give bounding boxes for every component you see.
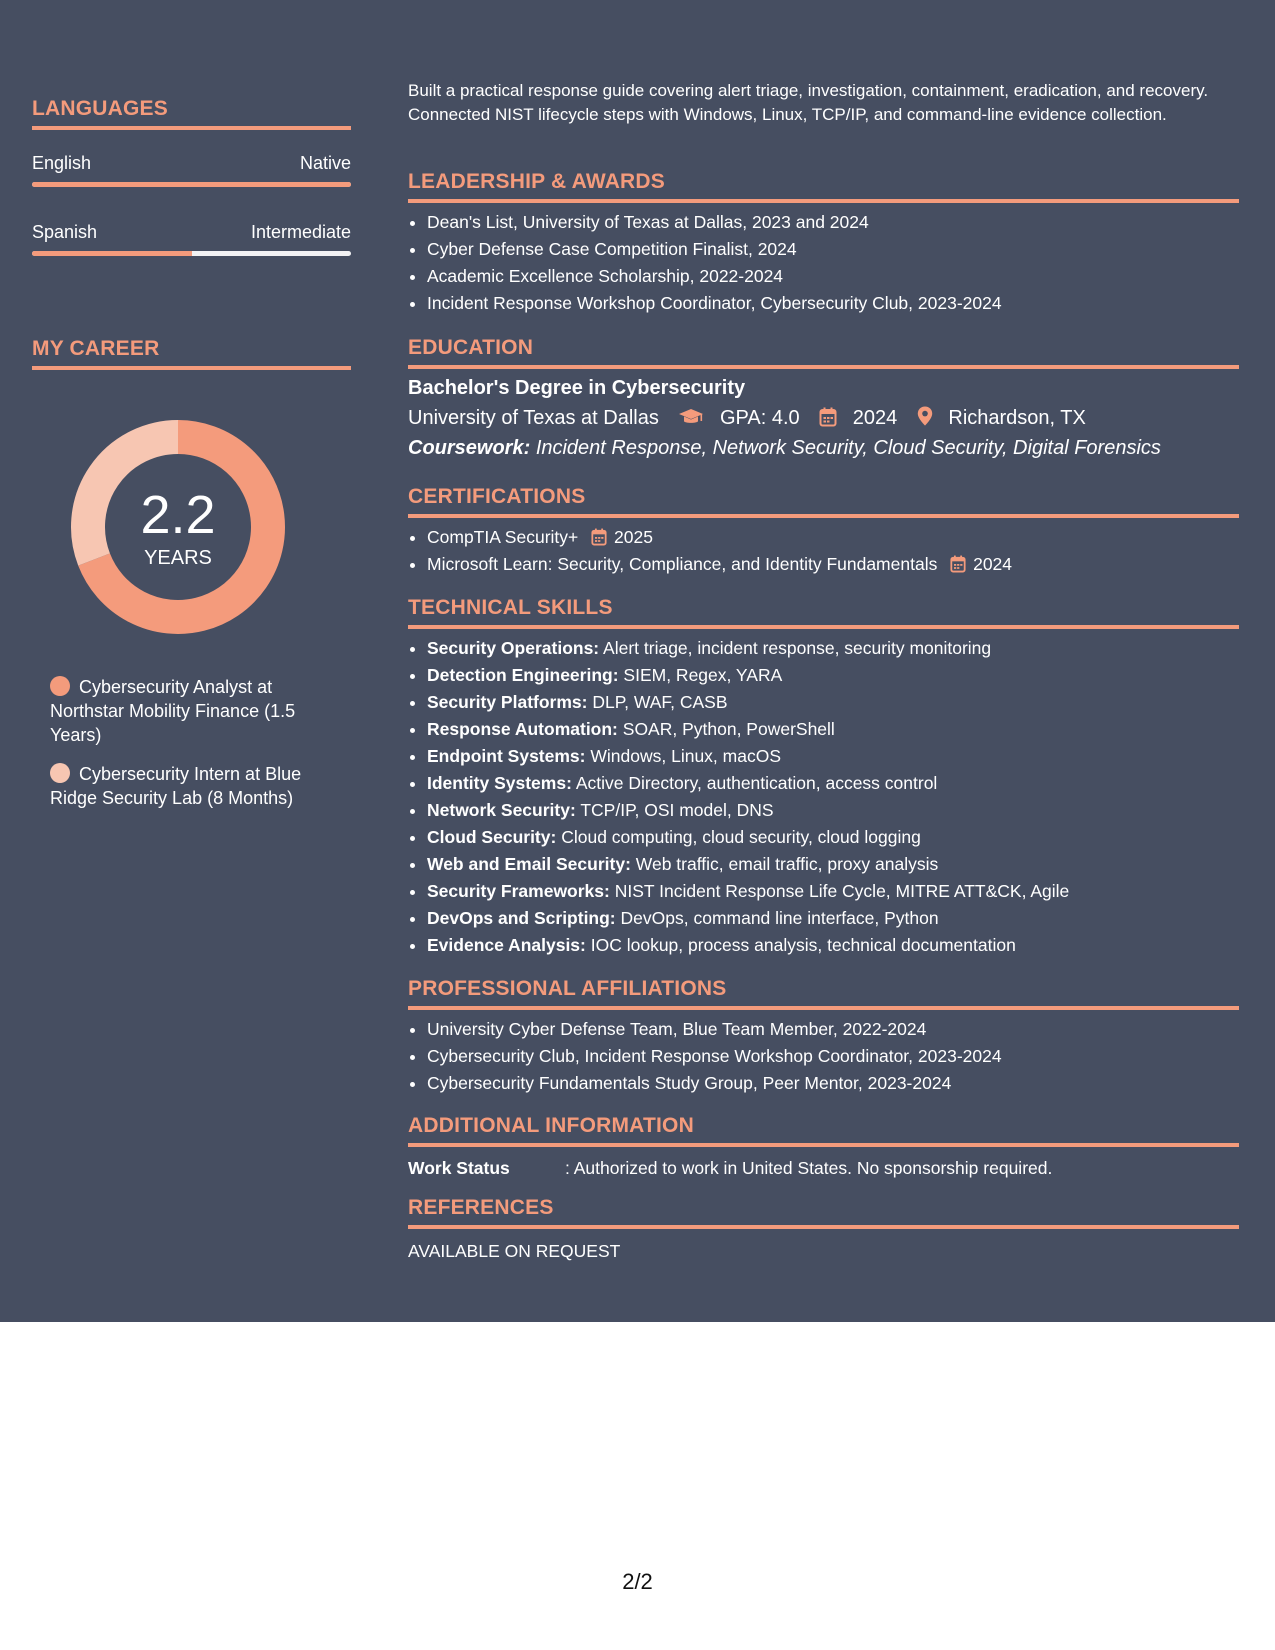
skill-value: DLP, WAF, CASB bbox=[592, 692, 728, 712]
skill-value: Alert triage, incident response, security monitoring bbox=[603, 638, 992, 658]
education-details bbox=[408, 404, 1239, 432]
leadership-list bbox=[408, 209, 1239, 317]
calendar-icon bbox=[819, 407, 843, 429]
language-bar bbox=[32, 251, 351, 256]
skill-label: Endpoint Systems: bbox=[427, 746, 586, 766]
education-school: University of Texas at Dallas bbox=[408, 407, 659, 429]
language-name: Spanish bbox=[32, 222, 98, 242]
skill-item bbox=[427, 716, 1239, 743]
skill-item bbox=[427, 824, 1239, 851]
legend-dot-icon bbox=[50, 676, 70, 696]
work-status-label: Work Status bbox=[408, 1158, 510, 1178]
career-legend-item bbox=[50, 675, 340, 747]
leadership-title: LEADERSHIP & AWARDS bbox=[408, 169, 1239, 203]
skills-title: TECHNICAL SKILLS bbox=[408, 595, 1239, 629]
skill-label: Network Security: bbox=[427, 800, 576, 820]
calendar-icon bbox=[950, 554, 971, 574]
skill-item bbox=[427, 770, 1239, 797]
language-bar-fill bbox=[32, 182, 351, 187]
skill-value: DevOps, command line interface, Python bbox=[620, 908, 939, 928]
list-item: • Academic Excellence Scholarship, 2022-2024 bbox=[427, 263, 1239, 290]
career-legend-label: Cybersecurity Intern at Blue Ridge Security Lab (8 Months) bbox=[50, 764, 302, 808]
education-location: Richardson, TX bbox=[948, 407, 1086, 429]
coursework-list: Incident Response, Network Security, Cloud Security, Digital Forensics bbox=[535, 437, 1161, 459]
affiliations-list bbox=[408, 1016, 1239, 1097]
calendar-icon bbox=[591, 527, 612, 547]
work-status-row bbox=[408, 1156, 1239, 1180]
career-legend-item bbox=[50, 762, 340, 810]
graduation-cap-icon bbox=[678, 407, 710, 429]
skill-value: NIST Incident Response Life Cycle, MITRE ATT&CK, Agile bbox=[614, 881, 1070, 901]
language-name: English bbox=[32, 153, 92, 173]
skill-value: Active Directory, authentication, access control bbox=[575, 773, 938, 793]
skill-item bbox=[427, 905, 1239, 932]
languages-title: LANGUAGES bbox=[32, 96, 351, 130]
career-total-value: 2.2 bbox=[140, 485, 216, 545]
list-item bbox=[427, 524, 1239, 551]
skills-list bbox=[408, 635, 1239, 959]
skill-value: Windows, Linux, macOS bbox=[590, 746, 781, 766]
language-spanish bbox=[32, 221, 351, 256]
list-item bbox=[427, 551, 1239, 578]
language-level: Native bbox=[299, 153, 351, 173]
certification-name: Microsoft Learn: Security, Compliance, and Identity Fundamentals bbox=[427, 554, 938, 574]
list-item: • Cyber Defense Case Competition Finalist, 2024 bbox=[427, 236, 1239, 263]
coursework-label: Coursework: bbox=[408, 437, 531, 459]
skill-item bbox=[427, 851, 1239, 878]
work-status-value: : Authorized to work in United States. No sponsorship required. bbox=[565, 1158, 1053, 1178]
skill-label: Security Platforms: bbox=[427, 692, 588, 712]
list-item: • University Cyber Defense Team, Blue Team Member, 2022-2024 bbox=[427, 1016, 1239, 1043]
skill-item bbox=[427, 797, 1239, 824]
language-bar bbox=[32, 182, 351, 187]
skill-label: Security Operations: bbox=[427, 638, 600, 658]
skill-item bbox=[427, 635, 1239, 662]
skill-value: SIEM, Regex, YARA bbox=[623, 665, 783, 685]
affiliations-title: PROFESSIONAL AFFILIATIONS bbox=[408, 976, 1239, 1010]
additional-title: ADDITIONAL INFORMATION bbox=[408, 1113, 1239, 1147]
skill-value: IOC lookup, process analysis, technical documentation bbox=[590, 935, 1016, 955]
certification-year: 2024 bbox=[973, 554, 1013, 574]
career-donut-chart bbox=[66, 415, 290, 639]
skill-value: SOAR, Python, PowerShell bbox=[622, 719, 835, 739]
skill-label: Security Frameworks: bbox=[427, 881, 610, 901]
skill-value: Web traffic, email traffic, proxy analysis bbox=[635, 854, 939, 874]
career-legend-label: Cybersecurity Analyst at Northstar Mobility Finance (1.5 Years) bbox=[50, 677, 296, 745]
skill-value: Cloud computing, cloud security, cloud logging bbox=[561, 827, 921, 847]
career-title: MY CAREER bbox=[32, 336, 351, 370]
language-english bbox=[32, 152, 351, 187]
education-gpa: GPA: 4.0 bbox=[719, 407, 800, 429]
skill-value: TCP/IP, OSI model, DNS bbox=[580, 800, 774, 820]
language-bar-fill bbox=[32, 251, 192, 256]
language-level: Intermediate bbox=[250, 222, 351, 242]
list-item: • Cybersecurity Fundamentals Study Group, Peer Mentor, 2023-2024 bbox=[427, 1070, 1239, 1097]
education-coursework bbox=[408, 434, 1239, 462]
education-entry bbox=[408, 375, 1239, 462]
education-year: 2024 bbox=[852, 407, 898, 429]
education-degree: Bachelor's Degree in Cybersecurity bbox=[408, 377, 746, 399]
list-item: • Cybersecurity Club, Incident Response Workshop Coordinator, 2023-2024 bbox=[427, 1043, 1239, 1070]
skill-item bbox=[427, 662, 1239, 689]
list-item: • Dean's List, University of Texas at Dallas, 2023 and 2024 bbox=[427, 209, 1239, 236]
skill-label: Web and Email Security: bbox=[427, 854, 631, 874]
list-item: • Incident Response Workshop Coordinator, Cybersecurity Club, 2023-2024 bbox=[427, 290, 1239, 317]
certification-name: CompTIA Security+ bbox=[427, 527, 579, 547]
education-title: EDUCATION bbox=[408, 335, 1239, 369]
skill-item bbox=[427, 878, 1239, 905]
skill-item bbox=[427, 689, 1239, 716]
legend-dot-icon bbox=[50, 763, 70, 783]
skill-label: DevOps and Scripting: bbox=[427, 908, 616, 928]
skill-label: Detection Engineering: bbox=[427, 665, 619, 685]
certifications-list bbox=[408, 524, 1239, 578]
skill-label: Response Automation: bbox=[427, 719, 618, 739]
page-number: 2/2 bbox=[622, 1569, 653, 1594]
skill-item bbox=[427, 932, 1239, 959]
certifications-title: CERTIFICATIONS bbox=[408, 484, 1239, 518]
project-description: Built a practical response guide covering alert triage, investigation, containment, eradication, and recovery. Connected NIST lifecycle steps with Windows, Linux, TCP/IP, and command-line evidence collection. bbox=[408, 81, 1209, 124]
skill-label: Evidence Analysis: bbox=[427, 935, 586, 955]
references-title: REFERENCES bbox=[408, 1195, 1239, 1229]
skill-label: Identity Systems: bbox=[427, 773, 572, 793]
location-pin-icon bbox=[917, 407, 939, 429]
certification-year: 2025 bbox=[614, 527, 653, 547]
references-text: AVAILABLE ON REQUEST bbox=[408, 1241, 621, 1261]
skill-item bbox=[427, 743, 1239, 770]
skill-label: Cloud Security: bbox=[427, 827, 557, 847]
career-total-unit: YEARS bbox=[144, 547, 212, 569]
